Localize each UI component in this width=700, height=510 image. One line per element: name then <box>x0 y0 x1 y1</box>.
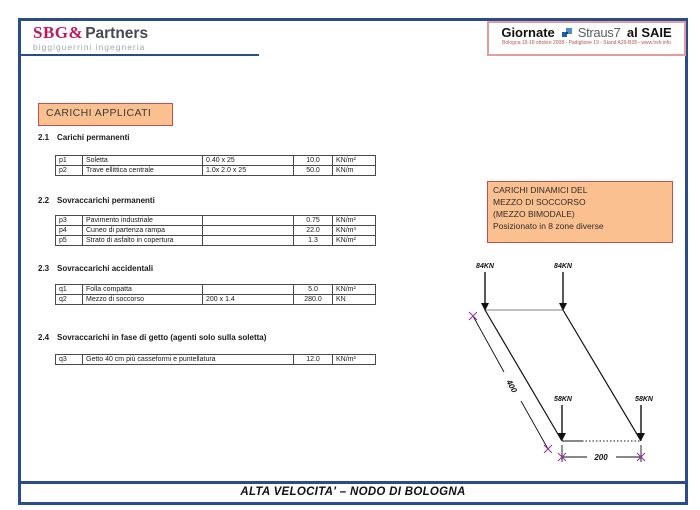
section-heading-2-2 <box>38 196 155 205</box>
cell-unit: KN/m³ <box>333 226 376 236</box>
section-number: 2.1 <box>38 133 50 142</box>
cell-value: 12.0 <box>294 355 333 365</box>
cell-value: 10.0 <box>294 156 333 166</box>
section-number: 2.4 <box>38 333 50 342</box>
cell-calc: 1.0x 2.0 x 25 <box>203 166 294 176</box>
cell-desc: Getto 40 cm più casseformi e puntellatura <box>83 355 294 365</box>
table-sovraccarichi-accidentali <box>55 284 376 305</box>
cell-desc: Pavimento industriale <box>83 216 203 226</box>
section-title: Sovraccarichi in fase di getto (agenti solo sulla soletta) <box>57 333 267 342</box>
cell-value: 0.75 <box>294 216 333 226</box>
cell-id: q2 <box>56 295 83 305</box>
cell-desc: Strato di asfalto in copertura <box>83 236 203 246</box>
dim-label-200: 200 <box>594 453 608 462</box>
cell-id: p5 <box>56 236 83 246</box>
dim-label-400: 400 <box>504 378 519 395</box>
load-label-58kn-right: 58KN <box>635 396 653 403</box>
load-label-58kn-left: 58KN <box>554 396 572 403</box>
carichi-applicati-title-box: CARICHI APPLICATI <box>38 103 173 126</box>
sbg-logo-subtitle: biggiguerrini ingegneria <box>33 42 146 52</box>
section-heading-2-3 <box>38 264 153 273</box>
cell-unit: KN/m² <box>333 156 376 166</box>
cell-value: 50.0 <box>294 166 333 176</box>
cell-id: p2 <box>56 166 83 176</box>
cell-value: 280.0 <box>294 295 333 305</box>
straus7-alsaie-text: al SAIE <box>626 25 672 40</box>
straus7-saie-logo <box>487 21 686 56</box>
section-number: 2.3 <box>38 264 50 273</box>
sbg-logo-title <box>33 24 259 43</box>
load-label-84kn-left: 84KN <box>476 263 494 270</box>
dim-400-line-a <box>473 316 504 372</box>
sbg-logo-name: SBG& <box>33 23 84 42</box>
table-row <box>56 295 376 305</box>
table-row <box>56 236 376 246</box>
cell-calc <box>203 285 294 295</box>
table-sovraccarichi-permanenti <box>55 215 376 246</box>
section-number: 2.2 <box>38 196 50 205</box>
cell-id: q1 <box>56 285 83 295</box>
table-row <box>56 355 376 365</box>
cell-calc <box>203 236 294 246</box>
table-row <box>56 156 376 166</box>
slab-left-edge <box>485 310 562 441</box>
straus7-cube-icon <box>562 28 572 38</box>
table-row <box>56 285 376 295</box>
table-sovraccarichi-getto <box>55 354 376 365</box>
cell-id: q3 <box>56 355 83 365</box>
cell-unit: KN/m² <box>333 355 376 365</box>
cell-calc <box>203 226 294 236</box>
footer-title-bar: ALTA VELOCITA' – NODO DI BOLOGNA <box>18 481 688 505</box>
table-row <box>56 166 376 176</box>
table-row <box>56 216 376 226</box>
cell-unit: KN/m² <box>333 216 376 226</box>
cell-id: p1 <box>56 156 83 166</box>
note-line: CARICHI DINAMICI DEL <box>493 185 588 195</box>
cell-desc: Mezzo di soccorso <box>83 295 203 305</box>
cell-desc: Cuneo di partenza rampa <box>83 226 203 236</box>
sbg-logo-partners: Partners <box>85 25 149 42</box>
cell-unit: KN/m <box>333 166 376 176</box>
table-carichi-permanenti <box>55 155 376 176</box>
cell-id: p4 <box>56 226 83 236</box>
cell-value: 22.0 <box>294 226 333 236</box>
load-diagram <box>440 255 685 470</box>
cell-unit: KN/m² <box>333 285 376 295</box>
cell-value: 1.3 <box>294 236 333 246</box>
cell-calc: 200 x 1.4 <box>203 295 294 305</box>
note-line: MEZZO DI SOCCORSO <box>493 196 586 207</box>
cell-desc: Trave ellittica centrale <box>83 166 203 176</box>
note-line: Posizionato in 8 zone diverse <box>493 220 604 231</box>
slab-right-edge <box>563 310 641 441</box>
section-heading-2-1 <box>38 133 129 142</box>
load-label-84kn-right: 84KN <box>554 263 572 270</box>
straus7-name-text: Straus7 <box>577 25 621 40</box>
straus7-logo-title <box>489 25 684 40</box>
cell-id: p3 <box>56 216 83 226</box>
section-title: Sovraccarichi permanenti <box>57 196 155 205</box>
cell-value: 5.0 <box>294 285 333 295</box>
table-row <box>56 226 376 236</box>
cell-unit: KN <box>333 295 376 305</box>
cell-desc: Folla compatta <box>83 285 203 295</box>
cell-calc <box>203 216 294 226</box>
carichi-dinamici-note-box <box>487 181 673 243</box>
straus7-subtitle: Bologna 15-18 ottobre 2008 - Padiglione 19 - Stand A29-B28 - www.hsh.info <box>502 40 671 46</box>
section-title: Carichi permanenti <box>57 133 130 142</box>
cell-calc: 0.40 x 25 <box>203 156 294 166</box>
dim-400-line-b <box>521 401 548 449</box>
sbg-partners-logo <box>21 21 259 56</box>
straus7-giornate-text: Giornate <box>501 25 555 40</box>
section-title: Sovraccarichi accidentali <box>57 264 154 273</box>
note-line: (MEZZO BIMODALE) <box>493 208 575 219</box>
section-heading-2-4 <box>38 333 266 342</box>
cell-unit: KN/m² <box>333 236 376 246</box>
cell-desc: Soletta <box>83 156 203 166</box>
